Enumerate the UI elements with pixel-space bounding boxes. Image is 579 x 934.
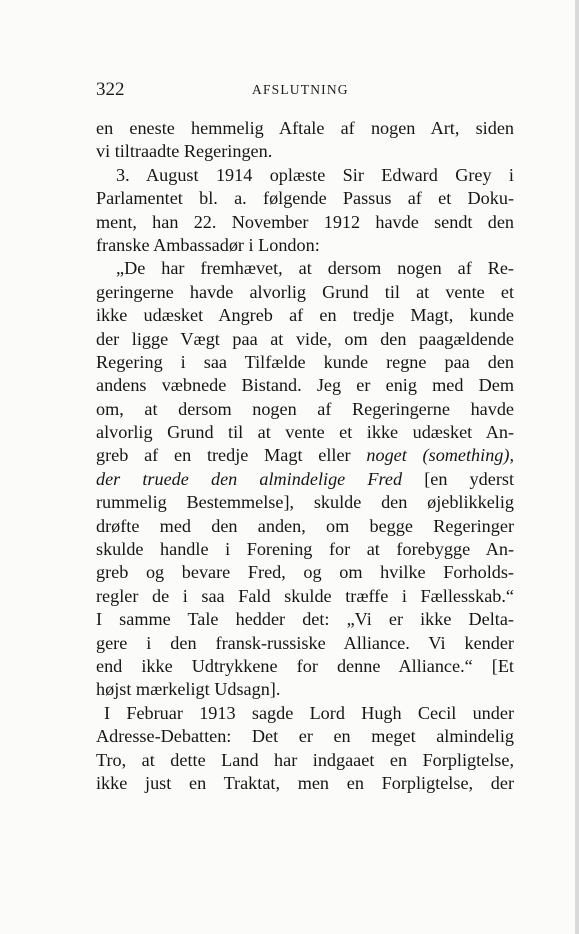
text-line: skulde handle i Forening for at forebygge An- [96,539,514,560]
text-line: Tro, at dette Land har indgaaet en Forpligtelse, [96,749,514,770]
text-line: drøfte med den anden, om begge Regeringer [96,515,514,536]
text-roman: greb af en tredje Magt eller [96,445,367,466]
text-line: greb og bevare Fred, og om hvilke Forholds- [96,562,514,583]
text-line: vi tiltraadte Regeringen. [96,141,273,162]
text-line: Adresse-Debatten: Det er en meget almindelig [96,726,514,747]
text-line: ment, han 22. November 1912 havde sendt den [96,211,514,232]
paragraph-start-line: I Februar 1913 sagde Lord Hugh Cecil under [104,702,514,723]
text-italic: noget (something), [366,445,514,466]
text-line: I samme Tale hedder det: „Vi er ikke Delta- [96,609,514,630]
body-text [96,117,514,795]
text-line-mixed [96,444,514,467]
text-line: ikke just en Traktat, men en Forpligtelse, der [96,772,514,793]
text-roman: [en yderst [402,468,515,489]
text-line: gere i den fransk-russiske Alliance. Vi kender [96,632,514,653]
text-line: end ikke Udtrykkene for denne Alliance.“ [Et [96,655,514,676]
page-header [96,79,510,103]
text-line: rummelig Bestemmelse], skulde den øjeblikkelig [96,492,514,513]
text-line: højst mærkeligt Udsagn]. [96,679,281,700]
page-number: 322 [96,79,125,100]
text-line: Regering i saa Tilfælde kunde regne paa den [96,351,514,372]
text-line: Parlamentet bl. a. følgende Passus af et Doku- [96,188,514,209]
quote-start-line: „De har fremhævet, at dersom nogen af Re- [116,258,514,279]
text-line: ikke udæsket Angreb af en tredje Magt, kunde [96,305,514,326]
text-line: andens væbnede Bistand. Jeg er enig med Dem [96,375,514,396]
text-line: en eneste hemmelig Aftale af nogen Art, siden [96,118,514,138]
text-italic: der truede den almindelige Fred [96,468,403,489]
running-head: AFSLUTNING [252,82,349,97]
text-line: regler de i saa Fald skulde træffe i Fællesskab.“ [96,585,514,606]
text-line: der ligge Vægt paa at vide, om den paagældende [96,328,514,349]
text-line: franske Ambassadør i London: [96,234,320,255]
text-line: geringerne havde alvorlig Grund til at vente et [96,281,514,302]
text-line-mixed [96,468,514,491]
paragraph-start-line: 3. August 1914 oplæste Sir Edward Grey i [116,164,514,185]
text-line: om, at dersom nogen af Regeringerne havde [96,398,514,419]
text-line: alvorlig Grund til at vente et ikke udæsket An- [96,422,514,443]
page-edge [575,0,579,934]
